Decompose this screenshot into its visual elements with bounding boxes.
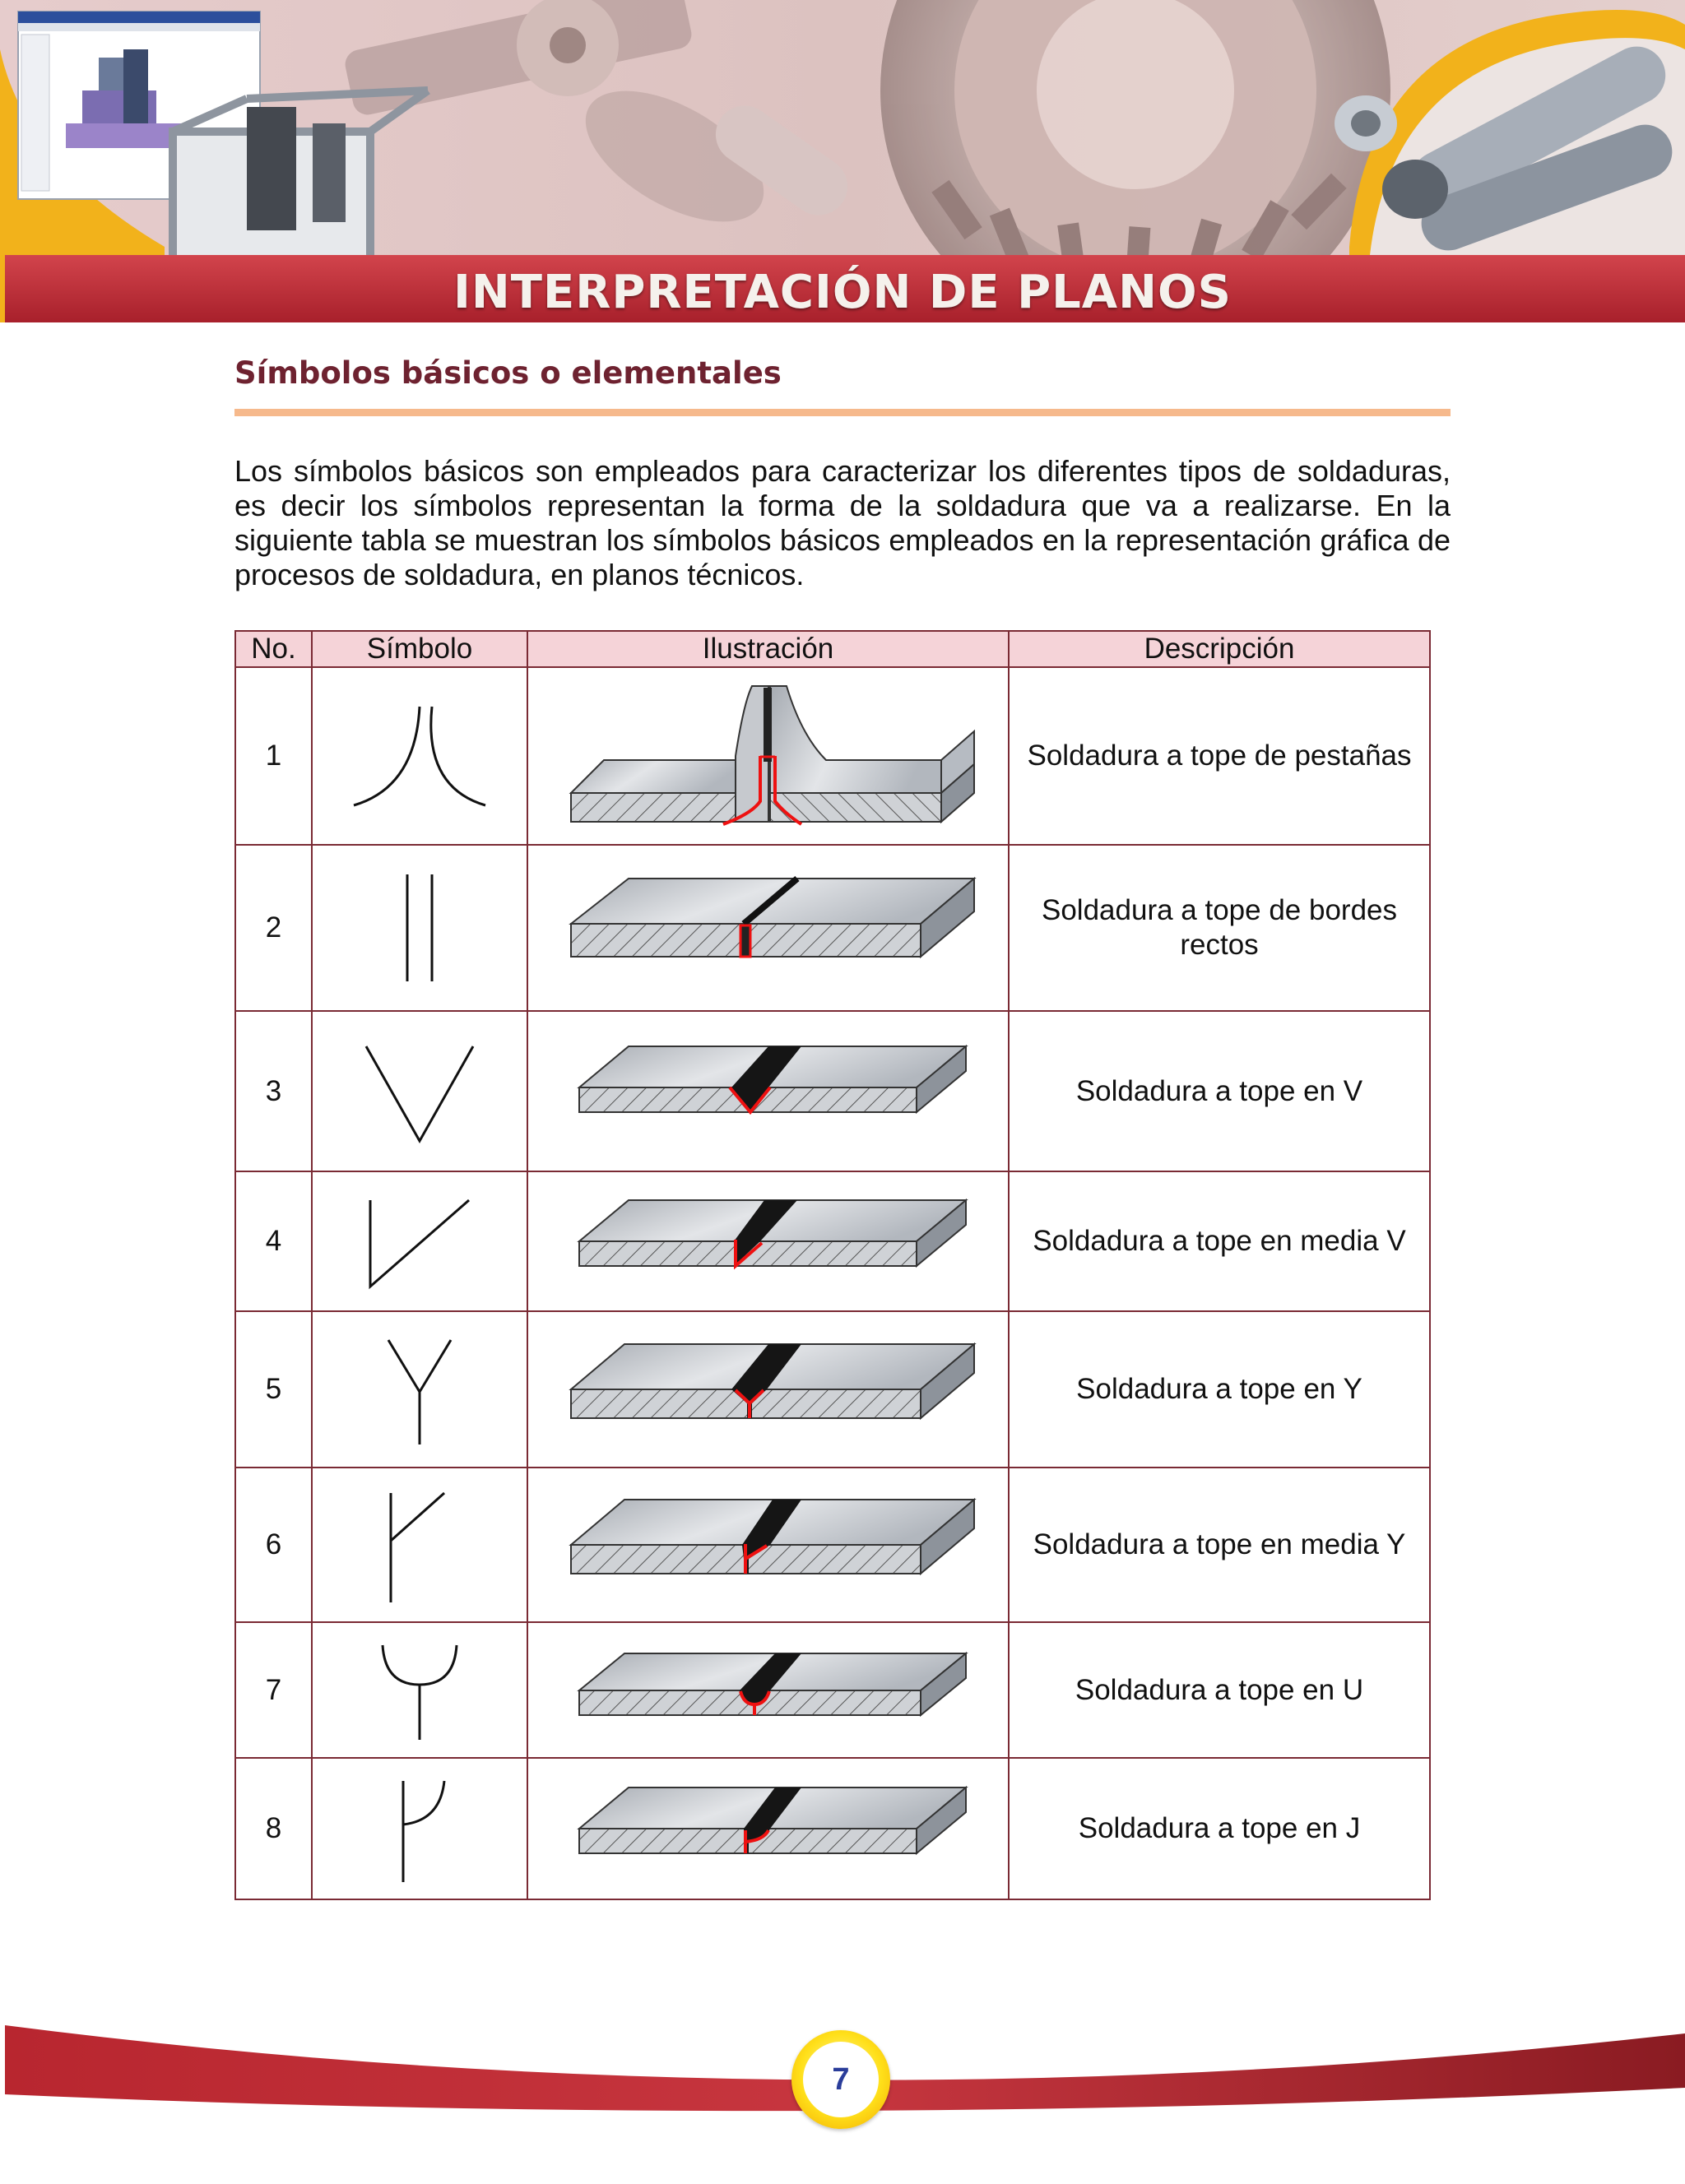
v-butt-weld-illustration-icon (555, 1030, 982, 1153)
j-butt-weld-illustration-icon (555, 1771, 982, 1886)
table-row (235, 1468, 1430, 1622)
page-number-badge (791, 2030, 890, 2129)
flare-butt-weld-illustration-icon (555, 678, 982, 834)
row-description: Soldadura a tope en media Y (1009, 1468, 1430, 1622)
flare-butt-symbol-icon (337, 690, 502, 822)
table-row (235, 1311, 1430, 1468)
row-number: 1 (235, 667, 312, 845)
weld-symbols-table (234, 630, 1431, 1900)
row-number: 7 (235, 1622, 312, 1758)
table-row (235, 1011, 1430, 1171)
row-description: Soldadura a tope de pestañas (1009, 667, 1430, 845)
v-butt-symbol-icon (337, 1030, 502, 1153)
bevel-butt-symbol-icon (337, 1184, 502, 1299)
u-butt-symbol-icon (337, 1637, 502, 1744)
y-butt-weld-illustration-icon (555, 1328, 982, 1451)
half-y-butt-weld-illustration-icon (555, 1483, 982, 1607)
header-banner (0, 0, 1685, 322)
header-description: Descripción (1009, 631, 1430, 667)
half-y-butt-symbol-icon (337, 1483, 502, 1607)
row-description: Soldadura a tope de bordes rectos (1009, 845, 1430, 1011)
table-header-row (235, 631, 1430, 667)
header-title: INTERPRETACIÓN DE PLANOS (453, 266, 1232, 319)
row-description: Soldadura a tope en U (1009, 1622, 1430, 1758)
row-number: 8 (235, 1758, 312, 1899)
header-symbol: Símbolo (312, 631, 527, 667)
table-row (235, 1622, 1430, 1758)
intro-paragraph: Los símbolos básicos son empleados para caracterizar los diferentes tipos de soldaduras, es decir los símbolos representan la forma de la soldadura que va a realizarse. En la siguiente tabla se muestran los símbolos básicos empleados en la representación gráfica de procesos de soldadura, en planos técnicos. (234, 454, 1451, 591)
row-description: Soldadura a tope en J (1009, 1758, 1430, 1899)
row-number: 5 (235, 1311, 312, 1468)
row-number: 2 (235, 845, 312, 1011)
row-description: Soldadura a tope en media V (1009, 1171, 1430, 1311)
u-butt-weld-illustration-icon (555, 1637, 982, 1744)
table-row (235, 1758, 1430, 1899)
section-heading: Símbolos básicos o elementales (234, 355, 782, 391)
heading-underline (234, 409, 1451, 416)
row-description: Soldadura a tope en Y (1009, 1311, 1430, 1468)
j-butt-symbol-icon (337, 1771, 502, 1886)
row-number: 3 (235, 1011, 312, 1171)
table-row (235, 1171, 1430, 1311)
row-description: Soldadura a tope en V (1009, 1011, 1430, 1171)
square-butt-weld-illustration-icon (555, 866, 982, 990)
page-number: 7 (803, 2042, 879, 2117)
header-illustration: Ilustración (527, 631, 1009, 667)
header-no: No. (235, 631, 312, 667)
y-butt-symbol-icon (337, 1328, 502, 1451)
bevel-butt-weld-illustration-icon (555, 1184, 982, 1299)
table-row (235, 845, 1430, 1011)
row-number: 6 (235, 1468, 312, 1622)
row-number: 4 (235, 1171, 312, 1311)
square-butt-symbol-icon (337, 866, 502, 990)
table-row (235, 667, 1430, 845)
